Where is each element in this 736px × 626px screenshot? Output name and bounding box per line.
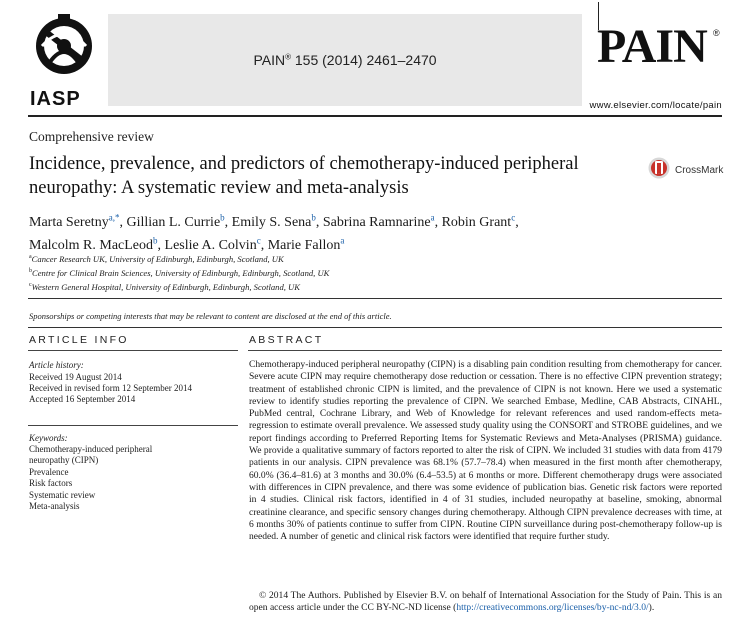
copyright-text: © 2014 The Authors. Published by Elsevier B.V. on behalf of International Association for the Study of Pain. This is an open access article under the CC BY-NC-ND license (	[249, 590, 722, 614]
affiliation-text: Western General Hospital, University of Edinburgh, Edinburgh, Scotland, UK	[31, 281, 300, 292]
keywords-list	[29, 444, 229, 512]
author-name: Marie Fallon	[267, 238, 341, 254]
crossmark-badge[interactable]	[648, 157, 723, 183]
citation-box	[108, 14, 582, 106]
crossmark-icon	[648, 157, 670, 183]
article-info-heading: ARTICLE INFO	[29, 334, 129, 346]
affiliation-text: Cancer Research UK, University of Edinburgh, Edinburgh, Scotland, UK	[31, 253, 284, 264]
article-info-divider	[28, 425, 238, 426]
affiliation-list	[29, 251, 329, 293]
keyword: Systematic review	[29, 489, 96, 500]
journal-citation[interactable]	[253, 52, 436, 68]
license-link[interactable]: http://creativecommons.org/licenses/by-nc-nd/3.0/	[456, 602, 649, 614]
affiliation-key: a	[29, 254, 32, 260]
iasp-emblem-icon	[32, 12, 96, 86]
author-affiliation-ref[interactable]: b	[220, 212, 225, 222]
keyword: Risk factors	[29, 478, 73, 489]
author-name: Leslie A. Colvin	[164, 238, 257, 254]
author-separator: ,	[434, 214, 442, 230]
author[interactable]	[231, 212, 323, 230]
author-name: Marta Seretny	[29, 214, 109, 230]
history-item: Accepted 16 September 2014	[29, 394, 136, 405]
author-affiliation-ref[interactable]: c	[511, 212, 516, 222]
copyright-end: ).	[648, 602, 655, 614]
author[interactable]	[126, 212, 232, 230]
pain-journal-logo[interactable]: PAIN	[597, 20, 707, 73]
author-separator: ,	[515, 214, 519, 230]
author-affiliation-ref[interactable]: a	[340, 235, 345, 246]
pain-registered-mark: ®	[713, 28, 720, 38]
journal-url-link[interactable]: www.elsevier.com/locate/pain	[589, 100, 722, 111]
author-name: Gillian L. Currie	[126, 214, 221, 230]
abstract-heading: ABSTRACT	[249, 334, 324, 346]
article-info-divider	[28, 350, 238, 351]
keyword: Meta-analysis	[29, 501, 80, 512]
affiliation-text: Centre for Clinical Brain Sciences, University of Edinburgh, Edinburgh, Scotland, UK	[32, 267, 330, 278]
author-separator: ,	[260, 238, 268, 254]
iasp-wordmark: IASP	[30, 88, 81, 110]
history-list	[29, 372, 192, 406]
author-name: Robin Grant	[441, 214, 512, 230]
journal-name: PAIN	[253, 52, 286, 68]
abstract-text: Chemotherapy-induced peripheral neuropathy (CIPN) is a disabling pain condition resulting from chemotherapy for cancer. Severe acute CIPN may require chemotherapy dose reduction or cessation. There is no effective CIPN prevention strategy; treatment of established chronic CIPN is limited, and the prevalence of CIPN is not known. Here we used a systematic review to identify studies reporting the prevalence of CIPN. We searched Embase, Medline, CAB Abstracts, CINAHL, PubMed central, Cochrane Library, and Web of Knowledge for relevant references and used random-effects meta-regression to estimate overall prevalence. We assessed study quality using the CONSORT and STROBE guidelines, and we report findings according to Preferred Reporting Items for Systematic Reviews and Meta-Analyses (PRISMA) guidance. We provide a qualitative summary of factors reported to alter the risk of CIPN. We included 31 studies with data from 4179 patients in our analysis. CIPN prevalence was 68.1% (57.7–78.4) when measured in the first month after chemotherapy, 60.0% (36.4–81.6) at 3 months and 30.0% (6.4–53.5) at 6 months or more. Different chemotherapy drugs were associated with differences in CIPN prevalence, and there was some evidence of publication bias. Genetic risk factors were reported in 4 studies. Clinical risk factors, identified in 4 of 31 studies, included neuropathy at baseline, smoking, abnormal creatinine clearance, and specific sensory changes during chemotherapy. Although CIPN prevalence decreases with time, at 6 months 30% of patients continue to suffer from CIPN. Routine CIPN surveillance during post-chemotherapy follow-up is needed. A number of genetic and clinical risk factors were identified that require further study.	[249, 359, 722, 543]
author-affiliation-ref[interactable]: a,*	[108, 212, 120, 222]
keywords-label: Keywords:	[29, 433, 68, 443]
affiliation-key: c	[29, 282, 32, 289]
author[interactable]	[441, 212, 519, 230]
author-separator: ,	[224, 214, 232, 230]
section-divider	[28, 327, 722, 328]
author-name: Sabrina Ramnarine	[322, 214, 431, 230]
history-item: Received in revised form 12 September 2014	[29, 383, 192, 394]
keyword: neuropathy (CIPN)	[29, 455, 99, 466]
author-affiliation-ref[interactable]: c	[256, 235, 261, 246]
author-affiliation-ref[interactable]: b	[153, 235, 158, 246]
crossmark-label: CrossMark	[675, 164, 724, 176]
volume-info: 155 (2014) 2461–2470	[290, 52, 437, 68]
abstract-divider	[248, 350, 722, 351]
author-separator: ,	[315, 214, 323, 230]
article-type: Comprehensive review	[29, 129, 154, 144]
section-divider	[28, 298, 722, 299]
author[interactable]	[29, 212, 127, 230]
affiliation	[29, 279, 329, 293]
author-separator: ,	[157, 238, 165, 254]
journal-registered-mark: ®	[285, 52, 291, 62]
author-separator: ,	[119, 214, 127, 230]
author-name: Malcolm R. MacLeod	[29, 238, 154, 254]
copyright-notice	[249, 590, 722, 615]
history-label: Article history:	[29, 360, 84, 370]
history-item: Received 19 August 2014	[29, 372, 122, 382]
affiliation-key: b	[29, 268, 32, 275]
author-list	[29, 208, 639, 255]
author[interactable]	[322, 212, 442, 230]
affiliation	[29, 265, 329, 279]
keyword: Prevalence	[29, 466, 69, 477]
affiliation	[29, 251, 329, 265]
competing-interests-note: Sponsorships or competing interests that may be relevant to content are disclosed at the end of this article.	[29, 311, 392, 321]
article-title: Incidence, prevalence, and predictors of chemotherapy-induced peripheral neuropathy: A systematic review and meta-analysis	[29, 154, 579, 198]
iasp-logo[interactable]	[30, 12, 102, 108]
journal-header	[0, 0, 736, 118]
header-divider	[28, 115, 722, 117]
author-name: Emily S. Sena	[231, 214, 312, 230]
author-affiliation-ref[interactable]: b	[311, 212, 316, 222]
author-affiliation-ref[interactable]: a	[430, 212, 435, 222]
keyword: Chemotherapy-induced peripheral	[29, 444, 153, 454]
